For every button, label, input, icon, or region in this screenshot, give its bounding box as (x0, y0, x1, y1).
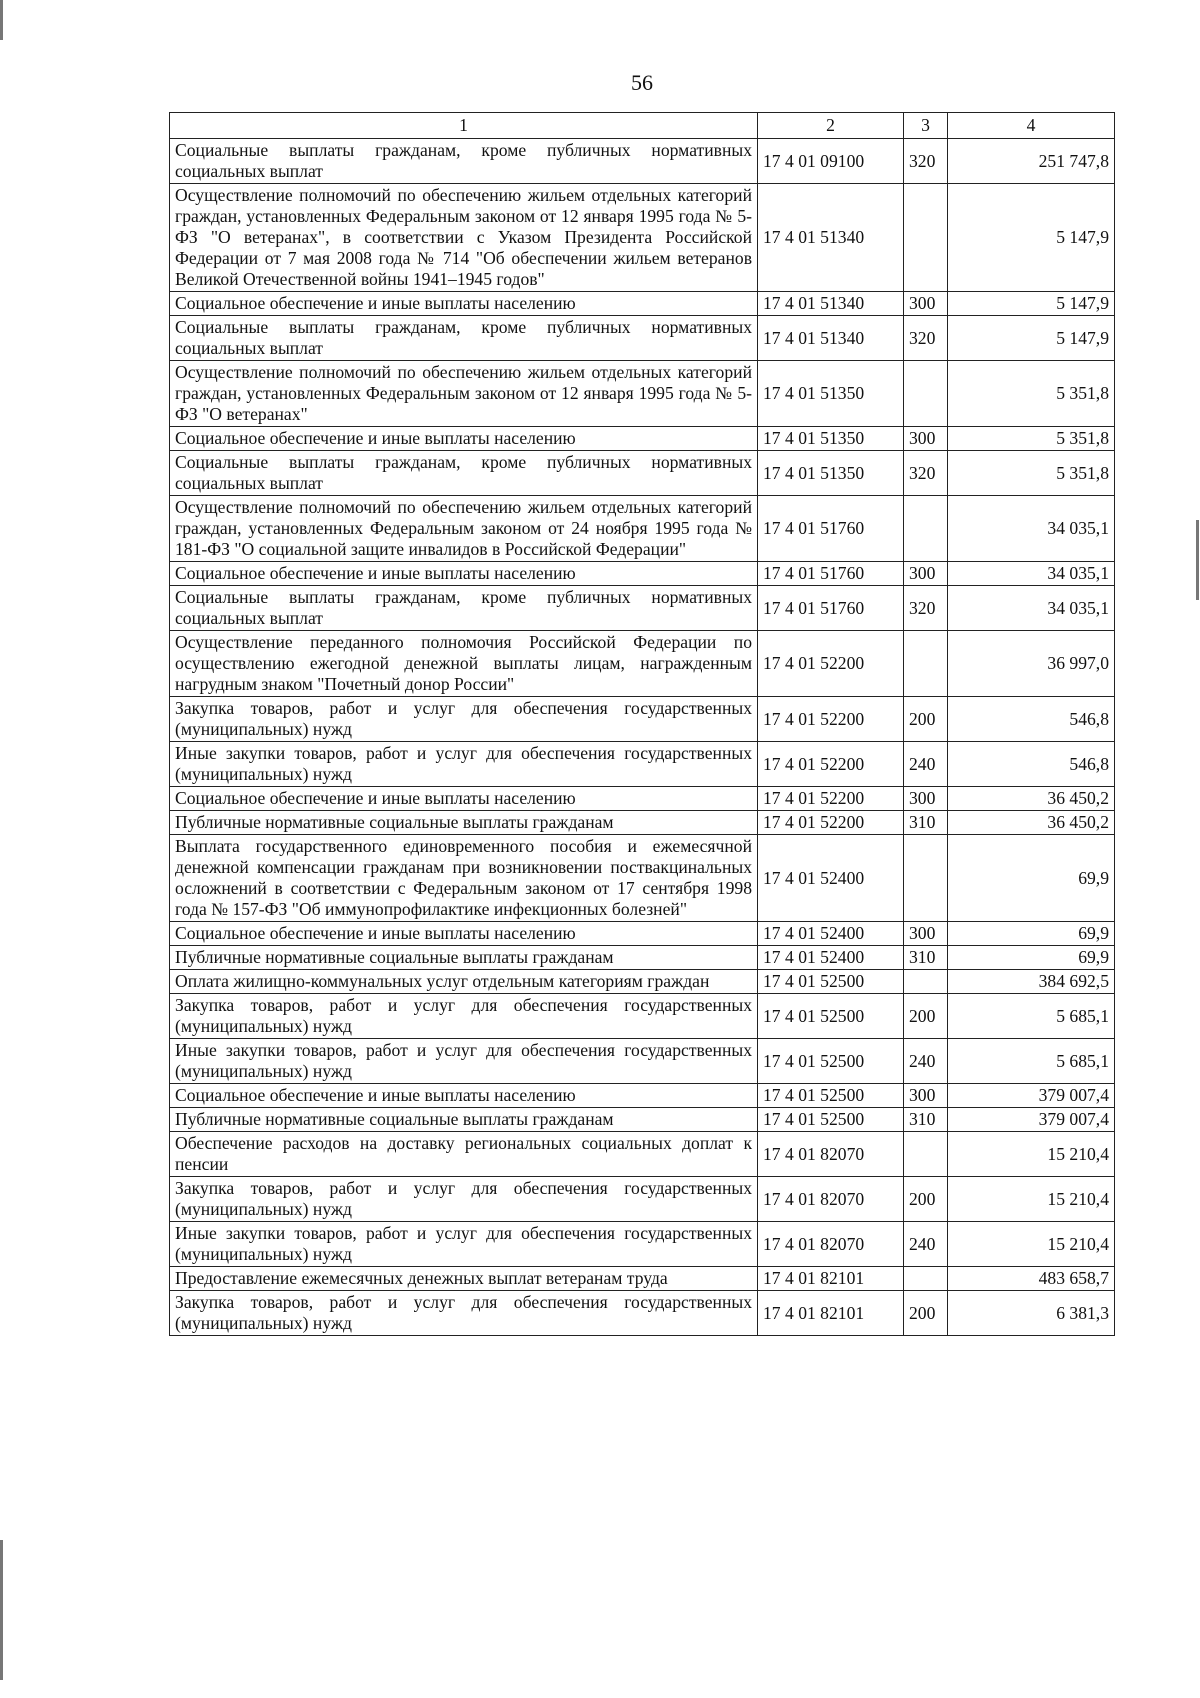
table-row (170, 361, 1115, 427)
table-row (170, 970, 1115, 994)
row-code-cell: 17 4 01 82101 (758, 1267, 904, 1291)
row-vr-cell: 310 (904, 946, 948, 970)
row-name-cell: Социальное обеспечение и иные выплаты населению (170, 922, 758, 946)
row-code-cell: 17 4 01 51340 (758, 292, 904, 316)
row-name-cell: Иные закупки товаров, работ и услуг для обеспечения государственных (муниципальных) нужд (170, 1039, 758, 1084)
row-name-cell: Социальное обеспечение и иные выплаты населению (170, 292, 758, 316)
row-amount-cell: 36 450,2 (948, 811, 1115, 835)
row-vr-cell: 300 (904, 562, 948, 586)
row-amount-cell: 15 210,4 (948, 1132, 1115, 1177)
row-vr-cell (904, 631, 948, 697)
row-vr-cell: 300 (904, 787, 948, 811)
table-row (170, 1132, 1115, 1177)
row-name-cell: Осуществление переданного полномочия Российской Федерации по осуществлению ежегодной денежной выплаты лицам, награжденным нагрудным знаком "Почетный донор России" (170, 631, 758, 697)
row-code-cell: 17 4 01 51340 (758, 316, 904, 361)
table-body (170, 139, 1115, 1336)
row-vr-cell (904, 496, 948, 562)
row-code-cell: 17 4 01 52500 (758, 970, 904, 994)
row-code-cell: 17 4 01 51350 (758, 451, 904, 496)
row-amount-cell: 384 692,5 (948, 970, 1115, 994)
row-amount-cell: 69,9 (948, 835, 1115, 922)
row-amount-cell: 546,8 (948, 697, 1115, 742)
row-name-cell: Социальные выплаты гражданам, кроме публичных нормативных социальных выплат (170, 139, 758, 184)
row-vr-cell: 320 (904, 451, 948, 496)
row-code-cell: 17 4 01 52200 (758, 631, 904, 697)
table-header-row (170, 113, 1115, 139)
budget-table-container (169, 112, 1114, 1336)
column-header-amount: 4 (948, 113, 1115, 139)
row-vr-cell: 300 (904, 427, 948, 451)
row-name-cell: Выплата государственного единовременного пособия и ежемесячной денежной компенсации гражданам при возникновении поствакцинальных осложнений в соответствии с Федеральным законом от 17 сентября 1998 года № 157-ФЗ "Об иммунопрофилактике инфекционных болезней" (170, 835, 758, 922)
row-name-cell: Социальное обеспечение и иные выплаты населению (170, 427, 758, 451)
row-vr-cell: 300 (904, 292, 948, 316)
row-vr-cell (904, 1132, 948, 1177)
table-row (170, 1222, 1115, 1267)
row-amount-cell: 69,9 (948, 922, 1115, 946)
table-row (170, 787, 1115, 811)
row-amount-cell: 34 035,1 (948, 496, 1115, 562)
row-code-cell: 17 4 01 52400 (758, 835, 904, 922)
row-code-cell: 17 4 01 82070 (758, 1222, 904, 1267)
row-name-cell: Обеспечение расходов на доставку региональных социальных доплат к пенсии (170, 1132, 758, 1177)
table-row (170, 496, 1115, 562)
row-code-cell: 17 4 01 52500 (758, 1084, 904, 1108)
row-code-cell: 17 4 01 51760 (758, 586, 904, 631)
row-amount-cell: 379 007,4 (948, 1108, 1115, 1132)
row-vr-cell: 240 (904, 1222, 948, 1267)
row-name-cell: Предоставление ежемесячных денежных выплат ветеранам труда (170, 1267, 758, 1291)
row-name-cell: Социальные выплаты гражданам, кроме публичных нормативных социальных выплат (170, 316, 758, 361)
row-vr-cell: 240 (904, 1039, 948, 1084)
row-amount-cell: 5 351,8 (948, 361, 1115, 427)
row-code-cell: 17 4 01 51760 (758, 496, 904, 562)
row-amount-cell: 5 685,1 (948, 1039, 1115, 1084)
table-row (170, 1039, 1115, 1084)
row-name-cell: Оплата жилищно-коммунальных услуг отдельным категориям граждан (170, 970, 758, 994)
row-amount-cell: 379 007,4 (948, 1084, 1115, 1108)
row-vr-cell: 310 (904, 811, 948, 835)
column-header-name: 1 (170, 113, 758, 139)
table-row (170, 451, 1115, 496)
table-row (170, 316, 1115, 361)
row-vr-cell (904, 835, 948, 922)
table-row (170, 742, 1115, 787)
row-amount-cell: 15 210,4 (948, 1222, 1115, 1267)
scan-edge-mark (0, 1540, 3, 1680)
row-code-cell: 17 4 01 52500 (758, 1039, 904, 1084)
row-vr-cell (904, 361, 948, 427)
row-name-cell: Социальное обеспечение и иные выплаты населению (170, 787, 758, 811)
row-amount-cell: 69,9 (948, 946, 1115, 970)
column-header-code: 2 (758, 113, 904, 139)
row-vr-cell: 200 (904, 994, 948, 1039)
table-row (170, 139, 1115, 184)
row-name-cell: Осуществление полномочий по обеспечению жильем отдельных категорий граждан, установленных Федеральным законом от 12 января 1995 года № 5-ФЗ "О ветеранах" (170, 361, 758, 427)
row-name-cell: Социальное обеспечение и иные выплаты населению (170, 562, 758, 586)
table-row (170, 811, 1115, 835)
row-code-cell: 17 4 01 09100 (758, 139, 904, 184)
row-code-cell: 17 4 01 52400 (758, 946, 904, 970)
row-code-cell: 17 4 01 52200 (758, 811, 904, 835)
row-amount-cell: 15 210,4 (948, 1177, 1115, 1222)
row-code-cell: 17 4 01 51350 (758, 427, 904, 451)
table-row (170, 562, 1115, 586)
table-row (170, 1291, 1115, 1336)
row-amount-cell: 5 685,1 (948, 994, 1115, 1039)
row-code-cell: 17 4 01 52500 (758, 994, 904, 1039)
row-code-cell: 17 4 01 82070 (758, 1132, 904, 1177)
row-amount-cell: 483 658,7 (948, 1267, 1115, 1291)
scan-edge-mark (1196, 520, 1199, 600)
table-row (170, 292, 1115, 316)
page-number: 56 (631, 70, 653, 95)
row-code-cell: 17 4 01 52500 (758, 1108, 904, 1132)
row-name-cell: Закупка товаров, работ и услуг для обеспечения государственных (муниципальных) нужд (170, 697, 758, 742)
table-row (170, 922, 1115, 946)
row-name-cell: Закупка товаров, работ и услуг для обеспечения государственных (муниципальных) нужд (170, 1177, 758, 1222)
row-code-cell: 17 4 01 82101 (758, 1291, 904, 1336)
scan-edge-mark (0, 0, 3, 40)
table-row (170, 946, 1115, 970)
row-vr-cell (904, 1267, 948, 1291)
row-code-cell: 17 4 01 52200 (758, 697, 904, 742)
table-row (170, 427, 1115, 451)
row-code-cell: 17 4 01 52200 (758, 742, 904, 787)
column-header-vr: 3 (904, 113, 948, 139)
budget-table (169, 112, 1115, 1336)
row-name-cell: Социальные выплаты гражданам, кроме публичных нормативных социальных выплат (170, 451, 758, 496)
table-row (170, 1267, 1115, 1291)
table-row (170, 631, 1115, 697)
row-name-cell: Публичные нормативные социальные выплаты гражданам (170, 946, 758, 970)
row-vr-cell: 300 (904, 1084, 948, 1108)
table-row (170, 586, 1115, 631)
row-vr-cell: 200 (904, 1177, 948, 1222)
row-vr-cell: 310 (904, 1108, 948, 1132)
row-vr-cell: 240 (904, 742, 948, 787)
row-code-cell: 17 4 01 51340 (758, 184, 904, 292)
row-vr-cell: 200 (904, 697, 948, 742)
row-amount-cell: 5 147,9 (948, 292, 1115, 316)
table-row (170, 994, 1115, 1039)
row-name-cell: Социальное обеспечение и иные выплаты населению (170, 1084, 758, 1108)
row-name-cell: Иные закупки товаров, работ и услуг для обеспечения государственных (муниципальных) нужд (170, 742, 758, 787)
row-name-cell: Закупка товаров, работ и услуг для обеспечения государственных (муниципальных) нужд (170, 994, 758, 1039)
row-vr-cell: 300 (904, 922, 948, 946)
row-vr-cell: 320 (904, 316, 948, 361)
row-name-cell: Социальные выплаты гражданам, кроме публичных нормативных социальных выплат (170, 586, 758, 631)
row-amount-cell: 5 147,9 (948, 184, 1115, 292)
row-code-cell: 17 4 01 82070 (758, 1177, 904, 1222)
row-code-cell: 17 4 01 51760 (758, 562, 904, 586)
row-name-cell: Публичные нормативные социальные выплаты гражданам (170, 1108, 758, 1132)
row-code-cell: 17 4 01 52400 (758, 922, 904, 946)
row-amount-cell: 251 747,8 (948, 139, 1115, 184)
table-row (170, 835, 1115, 922)
row-vr-cell: 200 (904, 1291, 948, 1336)
row-name-cell: Осуществление полномочий по обеспечению жильем отдельных категорий граждан, установленных Федеральным законом от 12 января 1995 года № 5-ФЗ "О ветеранах", в соответствии с Указом Президента Российской Федерации от 7 мая 2008 года № 714 "Об обеспечении жильем ветеранов Великой Отечественной войны 1941–1945 годов" (170, 184, 758, 292)
row-vr-cell (904, 970, 948, 994)
row-name-cell: Закупка товаров, работ и услуг для обеспечения государственных (муниципальных) нужд (170, 1291, 758, 1336)
row-amount-cell: 546,8 (948, 742, 1115, 787)
row-amount-cell: 36 450,2 (948, 787, 1115, 811)
table-row (170, 184, 1115, 292)
row-name-cell: Публичные нормативные социальные выплаты гражданам (170, 811, 758, 835)
row-name-cell: Иные закупки товаров, работ и услуг для обеспечения государственных (муниципальных) нужд (170, 1222, 758, 1267)
row-amount-cell: 34 035,1 (948, 562, 1115, 586)
row-amount-cell: 34 035,1 (948, 586, 1115, 631)
row-name-cell: Осуществление полномочий по обеспечению жильем отдельных категорий граждан, установленных Федеральным законом от 24 ноября 1995 года № 181-ФЗ "О социальной защите инвалидов в Российской Федерации" (170, 496, 758, 562)
row-vr-cell: 320 (904, 586, 948, 631)
row-vr-cell (904, 184, 948, 292)
row-amount-cell: 36 997,0 (948, 631, 1115, 697)
table-row (170, 1108, 1115, 1132)
row-amount-cell: 6 381,3 (948, 1291, 1115, 1336)
table-row (170, 1084, 1115, 1108)
table-row (170, 697, 1115, 742)
row-code-cell: 17 4 01 51350 (758, 361, 904, 427)
row-amount-cell: 5 351,8 (948, 451, 1115, 496)
row-code-cell: 17 4 01 52200 (758, 787, 904, 811)
row-amount-cell: 5 351,8 (948, 427, 1115, 451)
table-row (170, 1177, 1115, 1222)
row-amount-cell: 5 147,9 (948, 316, 1115, 361)
row-vr-cell: 320 (904, 139, 948, 184)
